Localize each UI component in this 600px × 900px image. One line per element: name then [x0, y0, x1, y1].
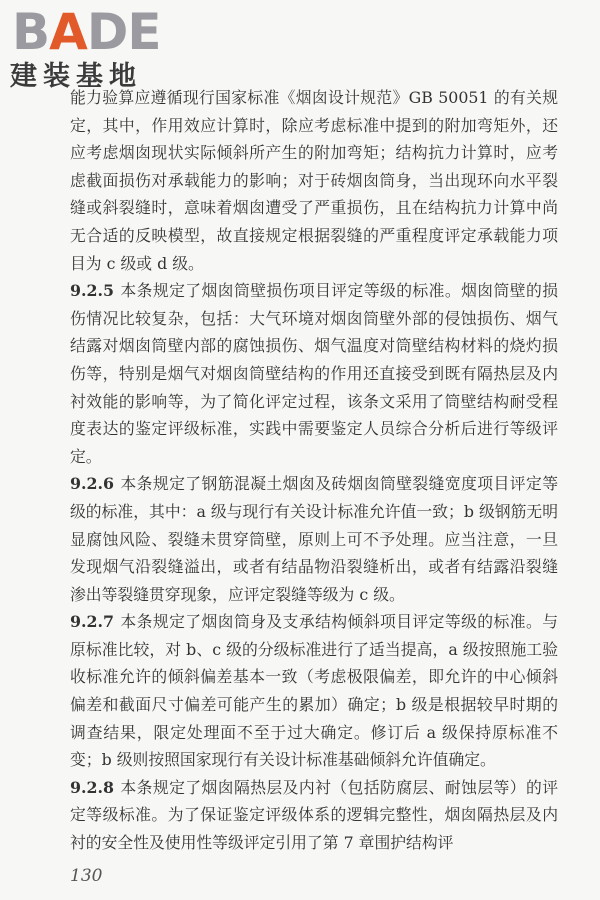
- paragraph-9-2-6: 9.2.6 本条规定了钢筋混凝土烟囱及砖烟囱筒壁裂缝宽度项目评定等级的标准，其中：a 级与现行有关设计标准允许值一致；b 级钢筋无明显腐蚀风险、裂缝未贯穿筒壁，原则上可不予处理。应当注意，一旦发现烟气沿裂缝溢出，或者有结晶物沿裂缝析出，或者有结露沿裂缝渗出等裂缝贯穿现象，应评定裂缝等级为 c 级。: [70, 474, 558, 604]
- paragraph-9-2-8: 9.2.8 本条规定了烟囱隔热层及内衬（包括防腐层、耐蚀层等）的评定等级标准。为了保证鉴定评级体系的逻辑完整性，烟囱隔热层及内衬的安全性及使用性等级评定引用了第 7 章围护结构评: [70, 777, 558, 853]
- logo-wordmark: BADE: [12, 3, 161, 61]
- page-body: [70, 84, 558, 857]
- logo-subtitle: 建装基地: [10, 61, 142, 92]
- paragraph-continuation: 能力验算应遵循现行国家标准《烟囱设计规范》GB 50051 的有关规定，其中，作用效应计算时，除应考虑标准中提到的附加弯矩外，还应考虑烟囱现状实际倾斜所产生的附加弯矩；结构抗力计算时，应考虑截面损伤对承载能力的影响；对于砖烟囱筒身，当出现环向水平裂缝或斜裂缝时，意味着烟囱遭受了严重损伤，且在结构抗力计算中尚无合适的反映模型，故直接规定根据裂缝的严重程度评定承载能力项目为 c 级或 d 级。: [70, 88, 558, 273]
- section-number: 9.2.6: [70, 474, 114, 494]
- paragraph-9-2-5: 9.2.5 本条规定了烟囱筒壁损伤项目评定等级的标准。烟囱筒壁的损伤情况比较复杂，包括：大气环境对烟囱筒壁外部的侵蚀损伤、烟气结露对烟囱筒壁内部的腐蚀损伤、烟气温度对筒壁结构材料的烧灼损伤等，特别是烟气对烟囱筒壁结构的作用还直接受到既有隔热层及内衬效能的影响等，为了简化评定过程，该条文采用了筒壁结构耐受程度表达的鉴定评级标准，实践中需要鉴定人员综合分析后进行等级评定。: [70, 281, 558, 466]
- section-number: 9.2.5: [70, 281, 114, 301]
- logo-accent-letter: A: [49, 3, 87, 61]
- section-number: 9.2.8: [70, 777, 114, 797]
- paragraph-9-2-7: 9.2.7 本条规定了烟囱筒身及支承结构倾斜项目评定等级的标准。与原标准比较，对 b、c 级的分级标准进行了适当提高，a 级按照施工验收标准允许的倾斜偏差基本一致（考虑极限偏差，即允许的中心倾斜偏差和截面尺寸偏差可能产生的累加）确定；b 级是根据较早时期的调查结果，限定处理面不至于过大确定。修订后 a 级保持原标准不变；b 级则按照国家现行有关设计标准基础倾斜允许值确定。: [70, 612, 558, 770]
- section-number: 9.2.7: [70, 612, 114, 632]
- page-number: 130: [70, 866, 103, 886]
- logo: [8, 2, 178, 94]
